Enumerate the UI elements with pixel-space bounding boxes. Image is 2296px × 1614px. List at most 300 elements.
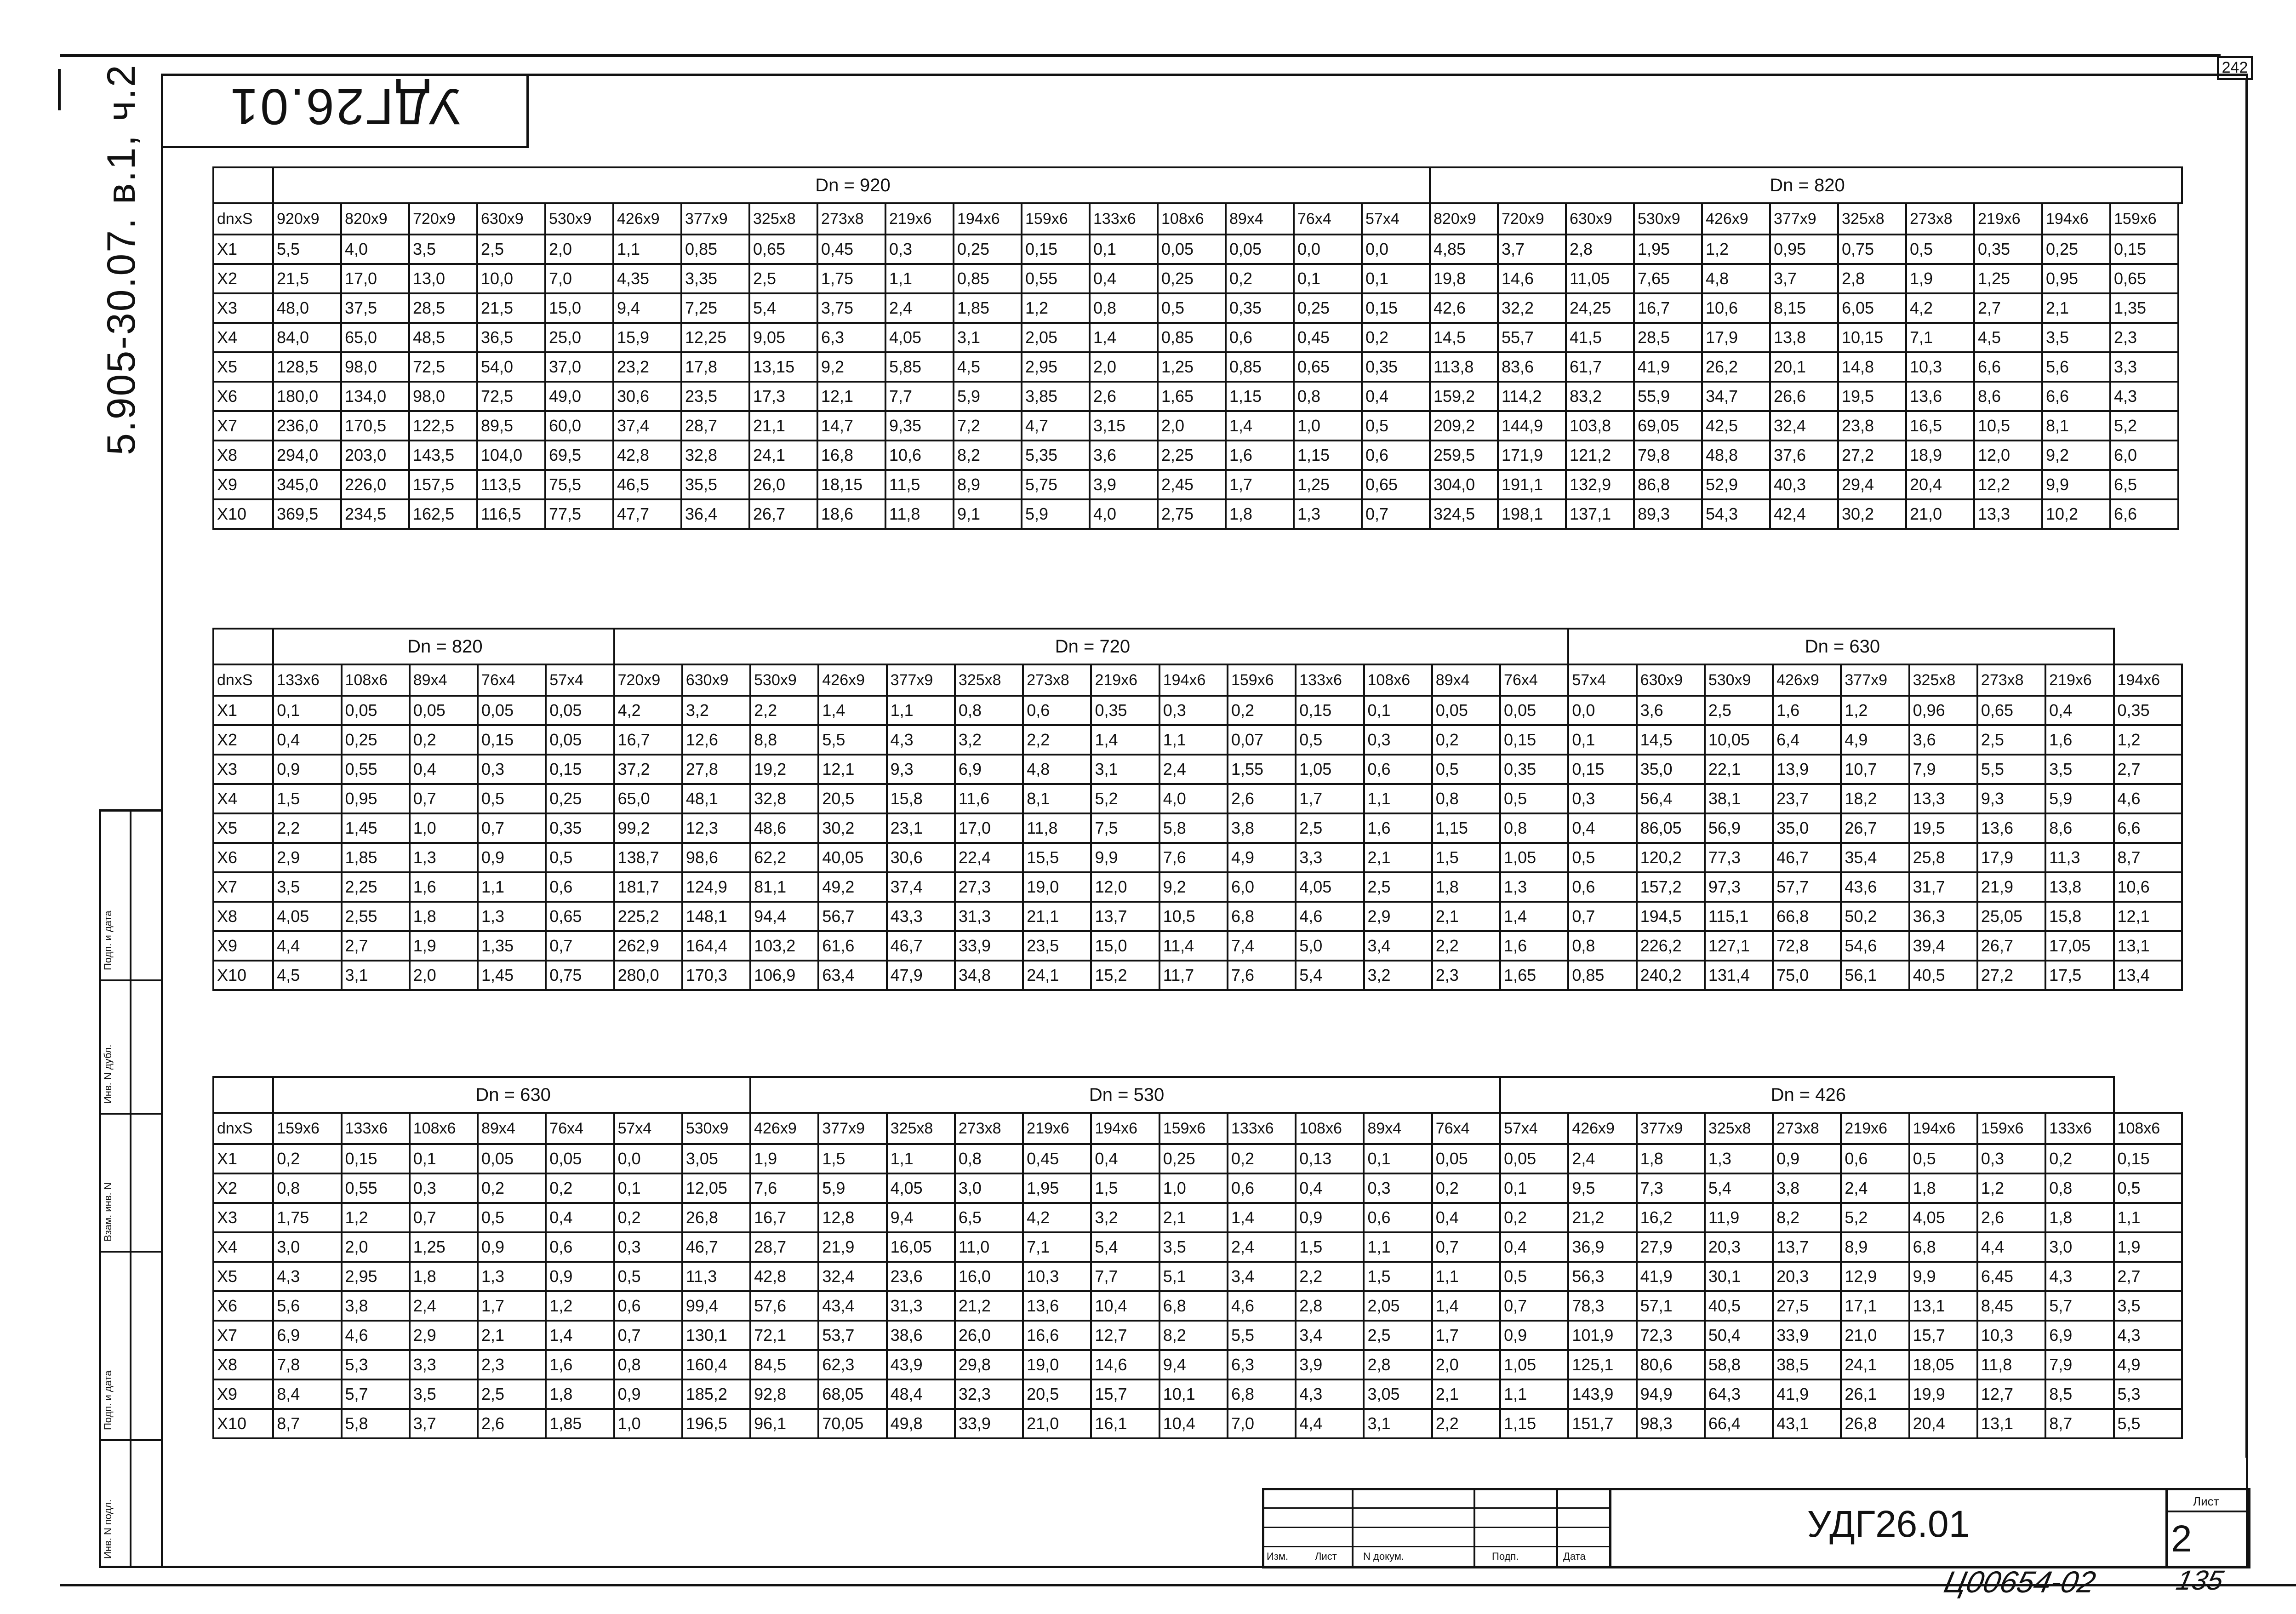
value-cell: 181,7 <box>614 872 682 902</box>
value-cell: 0,2 <box>1432 725 1500 755</box>
value-cell: 157,2 <box>1637 872 1705 902</box>
value-cell: 13,9 <box>1773 755 1841 784</box>
value-cell: 38,6 <box>887 1321 955 1350</box>
value-cell: 17,8 <box>681 352 749 382</box>
value-cell: 1,15 <box>1226 382 1294 411</box>
table-row <box>213 1291 2182 1321</box>
value-cell: 0,5 <box>614 1262 682 1291</box>
value-cell: 54,0 <box>477 352 545 382</box>
value-cell: 9,4 <box>613 293 681 323</box>
pipe-size-header: 630x9 <box>1566 203 1634 235</box>
value-cell: 2,25 <box>1158 441 1226 470</box>
value-cell: 23,2 <box>613 352 681 382</box>
value-cell: 0,5 <box>1432 755 1500 784</box>
value-cell: 13,15 <box>749 352 817 382</box>
value-cell: 0,05 <box>478 1144 546 1173</box>
value-cell: 72,5 <box>477 382 545 411</box>
value-cell: 10,3 <box>1023 1262 1091 1291</box>
value-cell: 21,5 <box>273 264 341 293</box>
value-cell: 2,1 <box>1432 1379 1500 1409</box>
value-cell: 113,8 <box>1430 352 1498 382</box>
value-cell: 5,5 <box>273 235 341 264</box>
value-cell: 10,2 <box>2042 499 2110 529</box>
row-label: X2 <box>213 264 273 293</box>
value-cell: 124,9 <box>682 872 750 902</box>
margin-label-1: Подп. и дата <box>102 910 114 970</box>
value-cell: 0,7 <box>546 931 614 961</box>
value-cell: 4,0 <box>1159 784 1228 813</box>
value-cell: 5,4 <box>1296 961 1364 990</box>
value-cell: 170,3 <box>682 961 750 990</box>
value-cell: 0,9 <box>1296 1203 1364 1232</box>
value-cell: 40,3 <box>1770 470 1838 499</box>
pipe-size-header: 76x4 <box>1500 664 1568 696</box>
value-cell: 0,7 <box>478 813 546 843</box>
value-cell: 6,3 <box>1228 1350 1296 1379</box>
value-cell: 86,8 <box>1634 470 1702 499</box>
tb-label-change: Изм. <box>1267 1551 1289 1562</box>
pipe-size-header: 273x8 <box>817 203 885 235</box>
pipe-size-header: 108x6 <box>1364 664 1432 696</box>
value-cell: 4,05 <box>273 902 341 931</box>
value-cell: 0,3 <box>478 755 546 784</box>
table-row <box>213 1350 2182 1379</box>
value-cell: 8,9 <box>954 470 1022 499</box>
value-cell: 98,0 <box>341 352 409 382</box>
value-cell: 3,4 <box>1228 1262 1296 1291</box>
table-row <box>213 1321 2182 1350</box>
value-cell: 0,7 <box>1432 1232 1500 1262</box>
tb-sep-sheet <box>2165 1488 2168 1568</box>
value-cell: 27,3 <box>955 872 1023 902</box>
value-cell: 0,1 <box>614 1173 682 1203</box>
value-cell: 79,8 <box>1634 441 1702 470</box>
value-cell: 3,6 <box>1637 696 1705 725</box>
value-cell: 7,1 <box>1906 323 1974 352</box>
value-cell: 15,7 <box>1091 1379 1159 1409</box>
value-cell: 0,4 <box>1432 1203 1500 1232</box>
value-cell: 0,85 <box>1226 352 1294 382</box>
value-cell: 1,15 <box>1500 1409 1568 1438</box>
value-cell: 203,0 <box>341 441 409 470</box>
value-cell: 12,25 <box>681 323 749 352</box>
value-cell: 98,3 <box>1637 1409 1705 1438</box>
value-cell: 4,9 <box>1228 843 1296 872</box>
value-cell: 5,9 <box>1022 499 1090 529</box>
tb-col-3 <box>1556 1488 1558 1568</box>
pipe-size-header: 89x4 <box>1364 1113 1432 1144</box>
value-cell: 125,1 <box>1568 1350 1636 1379</box>
value-cell: 26,8 <box>1841 1409 1909 1438</box>
value-cell: 0,8 <box>1090 293 1158 323</box>
value-cell: 0,5 <box>1500 784 1568 813</box>
value-cell: 36,5 <box>477 323 545 352</box>
value-cell: 2,4 <box>1841 1173 1909 1203</box>
value-cell: 4,5 <box>273 961 341 990</box>
value-cell: 0,4 <box>1362 382 1430 411</box>
value-cell: 1,3 <box>1705 1144 1773 1173</box>
value-cell: 2,2 <box>1296 1262 1364 1291</box>
value-cell: 0,5 <box>1906 235 1974 264</box>
value-cell: 2,95 <box>342 1262 410 1291</box>
value-cell: 12,1 <box>817 382 885 411</box>
value-cell: 324,5 <box>1430 499 1498 529</box>
value-cell: 6,9 <box>955 755 1023 784</box>
value-cell: 120,2 <box>1637 843 1705 872</box>
value-cell: 5,3 <box>342 1350 410 1379</box>
value-cell: 1,65 <box>1500 961 1568 990</box>
corner-sheet-no: 242 <box>2222 59 2248 76</box>
value-cell: 2,95 <box>1022 352 1090 382</box>
value-cell: 1,8 <box>1909 1173 1977 1203</box>
value-cell: 30,6 <box>887 843 955 872</box>
value-cell: 1,0 <box>614 1409 682 1438</box>
pipe-size-header: 530x9 <box>1705 664 1773 696</box>
value-cell: 10,5 <box>1159 902 1228 931</box>
value-cell: 5,5 <box>1977 755 2045 784</box>
value-cell: 1,35 <box>2110 293 2178 323</box>
value-cell: 0,65 <box>1977 696 2045 725</box>
value-cell: 34,8 <box>955 961 1023 990</box>
pipe-size-header: 194x6 <box>1159 664 1228 696</box>
value-cell: 1,5 <box>1432 843 1500 872</box>
pipe-size-header: 76x4 <box>1432 1113 1500 1144</box>
diameter-group-header: Dn = 720 <box>614 629 1569 664</box>
value-cell: 191,1 <box>1498 470 1566 499</box>
value-cell: 3,6 <box>1909 725 1977 755</box>
value-cell: 4,3 <box>2045 1262 2113 1291</box>
value-cell: 1,0 <box>410 813 478 843</box>
value-cell: 8,4 <box>273 1379 341 1409</box>
value-cell: 185,2 <box>682 1379 750 1409</box>
value-cell: 103,2 <box>750 931 818 961</box>
row-label: X10 <box>213 1409 273 1438</box>
value-cell: 2,0 <box>410 961 478 990</box>
row-label: X7 <box>213 1321 273 1350</box>
value-cell: 0,35 <box>2114 696 2182 725</box>
pipe-size-header: 720x9 <box>409 203 477 235</box>
value-cell: 0,8 <box>2045 1173 2113 1203</box>
row-label: X1 <box>213 235 273 264</box>
value-cell: 32,4 <box>1770 411 1838 441</box>
value-cell: 1,25 <box>1158 352 1226 382</box>
value-cell: 4,6 <box>1296 902 1364 931</box>
value-cell: 1,95 <box>1023 1173 1091 1203</box>
value-cell: 43,3 <box>887 902 955 931</box>
value-cell: 2,25 <box>342 872 410 902</box>
value-cell: 5,2 <box>1841 1203 1909 1232</box>
value-cell: 13,8 <box>1770 323 1838 352</box>
value-cell: 8,5 <box>2045 1379 2113 1409</box>
value-cell: 14,6 <box>1498 264 1566 293</box>
pipe-size-header: 108x6 <box>2114 1113 2182 1144</box>
value-cell: 14,6 <box>1091 1350 1159 1379</box>
value-cell: 98,6 <box>682 843 750 872</box>
value-cell: 0,3 <box>1568 784 1636 813</box>
value-cell: 63,4 <box>818 961 886 990</box>
value-cell: 4,3 <box>2114 1321 2182 1350</box>
pipe-size-header: 159x6 <box>2110 203 2178 235</box>
value-cell: 35,5 <box>681 470 749 499</box>
pipe-size-header: 920x9 <box>273 203 341 235</box>
value-cell: 21,0 <box>1841 1321 1909 1350</box>
value-cell: 1,6 <box>1773 696 1841 725</box>
value-cell: 14,8 <box>1838 352 1906 382</box>
pipe-size-header: 325x8 <box>1909 664 1977 696</box>
value-cell: 1,4 <box>1091 725 1159 755</box>
value-cell: 1,45 <box>342 813 410 843</box>
value-cell: 0,8 <box>955 696 1023 725</box>
value-cell: 5,5 <box>1228 1321 1296 1350</box>
value-cell: 2,75 <box>1158 499 1226 529</box>
value-cell: 106,9 <box>750 961 818 990</box>
value-cell: 7,65 <box>1634 264 1702 293</box>
value-cell: 1,4 <box>1432 1291 1500 1321</box>
value-cell: 4,8 <box>1023 755 1091 784</box>
value-cell: 13,6 <box>1906 382 1974 411</box>
value-cell: 54,3 <box>1702 499 1770 529</box>
value-cell: 5,2 <box>1091 784 1159 813</box>
pipe-size-header: 219x6 <box>2045 664 2113 696</box>
value-cell: 6,9 <box>273 1321 341 1350</box>
value-cell: 1,5 <box>1364 1262 1432 1291</box>
value-cell: 1,2 <box>1841 696 1909 725</box>
dnxs-header: dnxS <box>213 664 273 696</box>
value-cell: 0,15 <box>342 1144 410 1173</box>
value-cell: 1,1 <box>1500 1379 1568 1409</box>
value-cell: 6,6 <box>2114 813 2182 843</box>
value-cell: 209,2 <box>1430 411 1498 441</box>
value-cell: 20,4 <box>1906 470 1974 499</box>
value-cell: 0,6 <box>1568 872 1636 902</box>
pipe-size-header: 57x4 <box>614 1113 682 1144</box>
value-cell: 131,4 <box>1705 961 1773 990</box>
value-cell: 2,05 <box>1022 323 1090 352</box>
value-cell: 6,5 <box>2110 470 2178 499</box>
value-cell: 9,1 <box>954 499 1022 529</box>
value-cell: 0,25 <box>2042 235 2110 264</box>
value-cell: 3,2 <box>955 725 1023 755</box>
value-cell: 2,2 <box>1432 1409 1500 1438</box>
value-cell: 8,2 <box>1773 1203 1841 1232</box>
value-cell: 4,8 <box>1702 264 1770 293</box>
value-cell: 5,0 <box>1296 931 1364 961</box>
value-cell: 2,1 <box>1364 843 1432 872</box>
row-label: X9 <box>213 931 273 961</box>
value-cell: 1,25 <box>1974 264 2042 293</box>
value-cell: 9,3 <box>887 755 955 784</box>
value-cell: 1,15 <box>1294 441 1362 470</box>
value-cell: 36,9 <box>1568 1232 1636 1262</box>
row-label: X6 <box>213 382 273 411</box>
archive-number: Ц00654-02 <box>1941 1565 2099 1599</box>
value-cell: 54,6 <box>1841 931 1909 961</box>
pipe-size-header: 377x9 <box>681 203 749 235</box>
value-cell: 27,9 <box>1637 1232 1705 1262</box>
value-cell: 6,3 <box>817 323 885 352</box>
value-cell: 0,75 <box>546 961 614 990</box>
table-row <box>213 1144 2182 1173</box>
value-cell: 7,8 <box>273 1350 341 1379</box>
value-cell: 2,5 <box>749 264 817 293</box>
pipe-size-header: 273x8 <box>1023 664 1091 696</box>
table-row <box>213 411 2182 441</box>
value-cell: 9,4 <box>1159 1350 1228 1379</box>
value-cell: 0,0 <box>614 1144 682 1173</box>
value-cell: 0,8 <box>1568 931 1636 961</box>
page-number: 135 <box>2173 1565 2227 1596</box>
value-cell: 1,4 <box>1228 1203 1296 1232</box>
value-cell: 21,2 <box>955 1291 1023 1321</box>
value-cell: 0,7 <box>410 1203 478 1232</box>
value-cell: 0,6 <box>1228 1173 1296 1203</box>
tb-label-date: Дата <box>1563 1551 1586 1562</box>
value-cell: 16,7 <box>614 725 682 755</box>
value-cell: 5,3 <box>2114 1379 2182 1409</box>
value-cell: 7,9 <box>1909 755 1977 784</box>
value-cell: 7,5 <box>1091 813 1159 843</box>
tb-label-sheet: Лист <box>1315 1551 1337 1562</box>
table-row <box>213 813 2182 843</box>
value-cell: 0,8 <box>1500 813 1568 843</box>
value-cell: 23,1 <box>887 813 955 843</box>
table-row <box>213 961 2182 990</box>
value-cell: 1,75 <box>273 1203 341 1232</box>
value-cell: 1,1 <box>887 1144 955 1173</box>
value-cell: 21,1 <box>1023 902 1091 931</box>
value-cell: 4,35 <box>613 264 681 293</box>
value-cell: 164,4 <box>682 931 750 961</box>
value-cell: 48,5 <box>409 323 477 352</box>
value-cell: 0,1 <box>1294 264 1362 293</box>
value-cell: 26,0 <box>955 1321 1023 1350</box>
value-cell: 0,65 <box>1294 352 1362 382</box>
value-cell: 9,2 <box>1159 872 1228 902</box>
value-cell: 0,3 <box>1159 696 1228 725</box>
value-cell: 13,7 <box>1091 902 1159 931</box>
row-label: X9 <box>213 1379 273 1409</box>
value-cell: 47,7 <box>613 499 681 529</box>
value-cell: 1,8 <box>410 1262 478 1291</box>
value-cell: 9,2 <box>2042 441 2110 470</box>
value-cell: 7,1 <box>1023 1232 1091 1262</box>
value-cell: 160,4 <box>682 1350 750 1379</box>
value-cell: 0,4 <box>1090 264 1158 293</box>
value-cell: 2,0 <box>1158 411 1226 441</box>
value-cell: 0,1 <box>273 696 341 725</box>
value-cell: 0,55 <box>1022 264 1090 293</box>
value-cell: 4,4 <box>273 931 341 961</box>
value-cell: 40,05 <box>818 843 886 872</box>
value-cell: 5,6 <box>273 1291 341 1321</box>
value-cell: 42,8 <box>750 1262 818 1291</box>
value-cell: 19,5 <box>1838 382 1906 411</box>
pipe-size-header: 630x9 <box>477 203 545 235</box>
value-cell: 0,96 <box>1909 696 1977 725</box>
value-cell: 13,1 <box>2114 931 2182 961</box>
value-cell: 1,5 <box>818 1144 886 1173</box>
value-cell: 280,0 <box>614 961 682 990</box>
value-cell: 114,2 <box>1498 382 1566 411</box>
pipe-size-header: 377x9 <box>1770 203 1838 235</box>
value-cell: 0,6 <box>546 1232 614 1262</box>
value-cell: 0,35 <box>1362 352 1430 382</box>
value-cell: 138,7 <box>614 843 682 872</box>
value-cell: 18,15 <box>817 470 885 499</box>
dnxs-header: dnxS <box>213 203 273 235</box>
value-cell: 5,8 <box>1159 813 1228 843</box>
value-cell: 1,4 <box>1500 902 1568 931</box>
value-cell: 86,05 <box>1637 813 1705 843</box>
value-cell: 0,2 <box>546 1173 614 1203</box>
value-cell: 121,2 <box>1566 441 1634 470</box>
value-cell: 0,15 <box>1500 725 1568 755</box>
value-cell: 83,6 <box>1498 352 1566 382</box>
value-cell: 11,8 <box>1977 1350 2045 1379</box>
pipe-size-header: 108x6 <box>342 664 410 696</box>
value-cell: 4,6 <box>342 1321 410 1350</box>
value-cell: 198,1 <box>1498 499 1566 529</box>
value-cell: 3,7 <box>1770 264 1838 293</box>
pipe-size-header: 89x4 <box>410 664 478 696</box>
value-cell: 13,6 <box>1977 813 2045 843</box>
value-cell: 23,6 <box>887 1262 955 1291</box>
value-cell: 6,0 <box>1228 872 1296 902</box>
value-cell: 0,05 <box>1226 235 1294 264</box>
left-stamp-divider <box>130 809 131 1568</box>
value-cell: 0,25 <box>546 784 614 813</box>
value-cell: 8,45 <box>1977 1291 2045 1321</box>
value-cell: 0,9 <box>478 843 546 872</box>
value-cell: 27,2 <box>1838 441 1906 470</box>
value-cell: 5,8 <box>342 1409 410 1438</box>
value-cell: 0,2 <box>2045 1144 2113 1173</box>
pipe-size-header: 630x9 <box>682 664 750 696</box>
pipe-size-header: 89x4 <box>478 1113 546 1144</box>
value-cell: 1,3 <box>410 843 478 872</box>
value-cell: 3,4 <box>1296 1321 1364 1350</box>
value-cell: 1,2 <box>546 1291 614 1321</box>
diameter-group-header: Dn = 820 <box>1430 167 2182 203</box>
table-row <box>213 1173 2182 1203</box>
value-cell: 3,1 <box>342 961 410 990</box>
value-cell: 1,6 <box>546 1350 614 1379</box>
value-cell: 0,2 <box>1228 1144 1296 1173</box>
value-cell: 1,2 <box>1977 1173 2045 1203</box>
value-cell: 37,4 <box>887 872 955 902</box>
data-table-3 <box>212 1076 2183 1439</box>
pipe-size-header: 76x4 <box>478 664 546 696</box>
value-cell: 4,3 <box>273 1262 341 1291</box>
value-cell: 4,5 <box>954 352 1022 382</box>
value-cell: 2,7 <box>2114 1262 2182 1291</box>
value-cell: 0,45 <box>817 235 885 264</box>
value-cell: 2,4 <box>1228 1232 1296 1262</box>
value-cell: 259,5 <box>1430 441 1498 470</box>
value-cell: 4,4 <box>1977 1232 2045 1262</box>
value-cell: 23,8 <box>1838 411 1906 441</box>
table-row <box>213 843 2182 872</box>
margin-label-3: Взам. инв. N <box>102 1182 114 1242</box>
value-cell: 15,8 <box>2045 902 2113 931</box>
value-cell: 17,3 <box>749 382 817 411</box>
value-cell: 70,05 <box>818 1409 886 1438</box>
value-cell: 226,2 <box>1637 931 1705 961</box>
margin-label-4: Подп. и дата <box>102 1370 114 1430</box>
value-cell: 35,0 <box>1637 755 1705 784</box>
diameter-group-header: Dn = 630 <box>1568 629 2113 664</box>
pipe-size-header: 530x9 <box>1634 203 1702 235</box>
